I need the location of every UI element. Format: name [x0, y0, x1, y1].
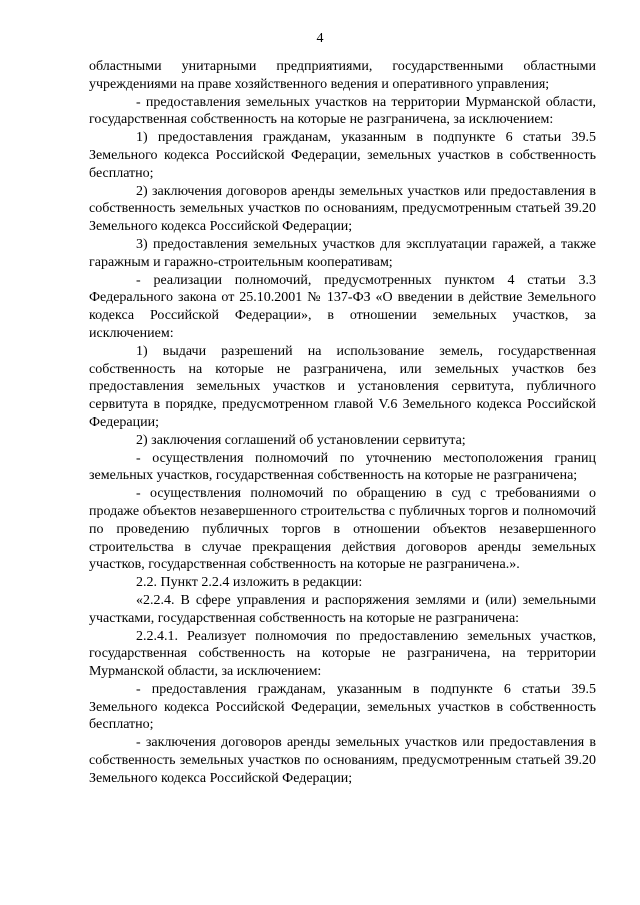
paragraph: - заключения договоров аренды земельных участков или предоставления в собственность земельных участков по основаниям, предусмотренным статьей 39.20 Земельного кодекса Российской Федерации;	[89, 735, 596, 786]
paragraph: - предоставления земельных участков на территории Мурманской области, государственная собственность на которые не разграничена, за исключением:	[89, 94, 596, 128]
page-number: 4	[316, 31, 324, 46]
paragraph: 1) предоставления гражданам, указанным в подпункте 6 статьи 39.5 Земельного кодекса Российской Федерации, земельных участков в собственность бесплатно;	[89, 130, 596, 181]
paragraph: - осуществления полномочий по уточнению местоположения границ земельных участков, государственная собственность на которые не разграничена;	[89, 450, 596, 484]
paragraph: областными унитарными предприятиями, государственными областными учреждениями на праве хозяйственного ведения и оперативного управления;	[89, 59, 596, 92]
paragraph: 2.2.4.1. Реализует полномочия по предоставлению земельных участков, государственная собственность на которые не разграничена, на территории Мурманской области, за исключением:	[89, 628, 596, 680]
paragraph: 2) заключения договоров аренды земельных участков или предоставления в собственность земельных участков по основаниям, предусмотренным статьей 39.20 Земельного кодекса Российской Федерации;	[89, 183, 596, 235]
paragraph: - реализации полномочий, предусмотренных пунктом 4 статьи 3.3 Федерального закона от 25.10.2001 № 137-ФЗ «О введении в действие Земельного кодекса Российской Федерации», в отношении земельных участков, за исключением:	[89, 272, 596, 341]
paragraph: 1) выдачи разрешений на использование земель, государственная собственность на которые не разграничена, или земельных участков без предоставления земельных участков и установления сервитута, публичного сервитута в порядке, предусмотренном главой V.6 Земельного кодекса Российской Федерации;	[89, 343, 596, 430]
paragraph: - осуществления полномочий по обращению в суд с требованиями о продаже объектов незавершенного строительства с публичных торгов и полномочий по проведению публичных торгов в отношении объектов незавершенного строительства в случае прекращения действия договоров аренды земельных участков, государственная собственность на которые не разграничена.».	[89, 486, 596, 573]
paragraph: 3) предоставления земельных участков для эксплуатации гаражей, а также гаражным и гаражно-строительным кооперативам;	[89, 236, 596, 270]
paragraph: 2) заключения соглашений об установлении сервитута;	[136, 432, 466, 448]
paragraph: «2.2.4. В сфере управления и распоряжения землями и (или) земельными участками, государственная собственность на которые не разграничена:	[89, 592, 596, 626]
paragraph: - предоставления гражданам, указанным в подпункте 6 статьи 39.5 Земельного кодекса Российской Федерации, земельных участков в собственность бесплатно;	[89, 681, 596, 733]
document-body	[89, 58, 596, 788]
paragraph: 2.2. Пункт 2.2.4 изложить в редакции:	[136, 575, 363, 591]
